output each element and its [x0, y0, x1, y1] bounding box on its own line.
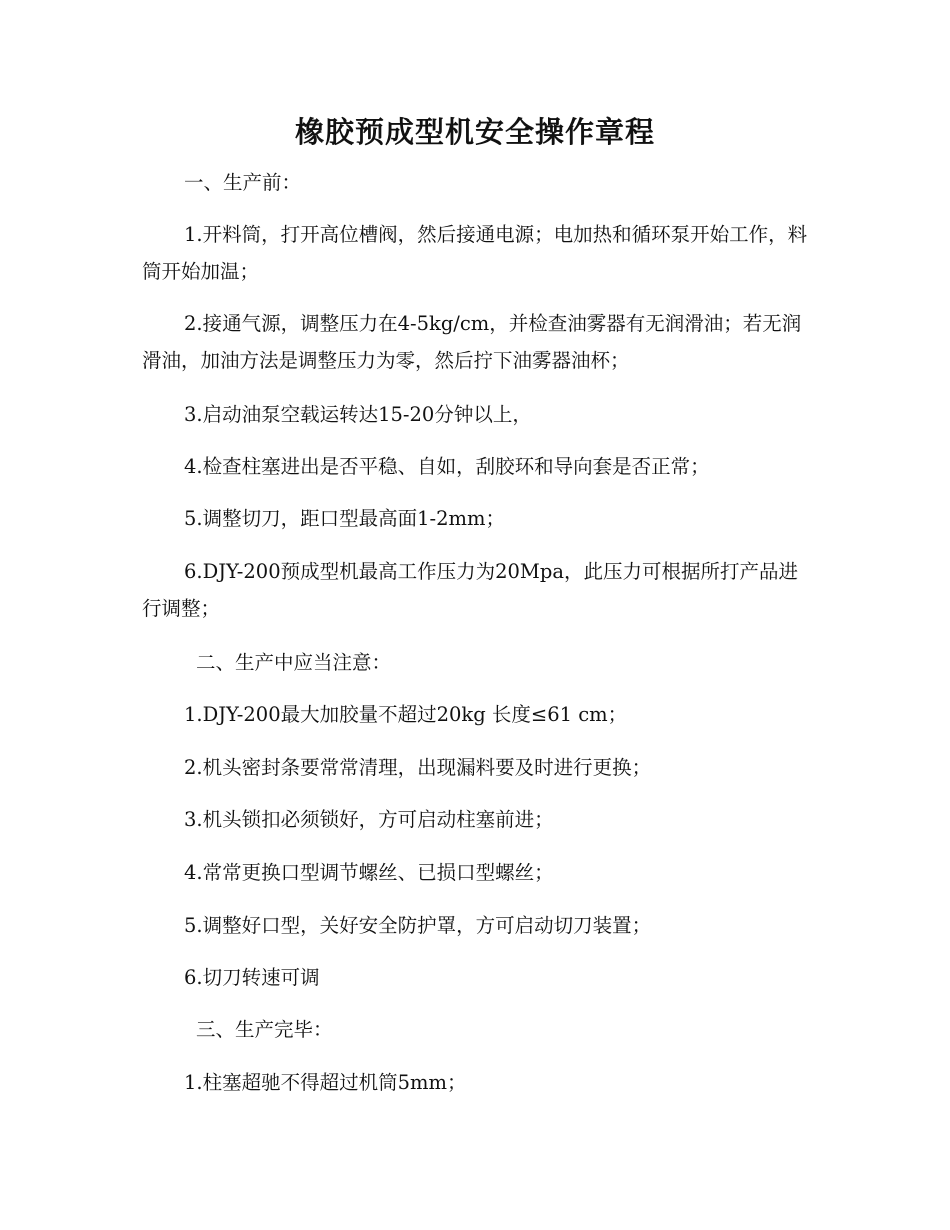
section-heading-before-production: 一、生产前： [184, 171, 302, 194]
paragraph-item: 1.柱塞超驰不得超过机筒5mm； [184, 1071, 467, 1094]
paragraph-item: 5.调整好口型，关好安全防护罩，方可启动切刀装置； [184, 914, 652, 937]
section-heading-after-production: 三、生产完毕： [196, 1018, 333, 1041]
paragraph-item: 1.DJY-200最大加胶量不超过20kg 长度≤61 cm； [184, 703, 628, 726]
paragraph-item: 4.检查柱塞进出是否平稳、自如，刮胶环和导向套是否正常； [184, 455, 710, 478]
paragraph-item: 2.接通气源，调整压力在4-5kg/cm，并检查油雾器有无润滑油；若无润滑油，加油方法是调整压力为零，然后拧下油雾器油杯； [142, 312, 802, 372]
paragraph-item: 1.开料筒，打开高位槽阀，然后接通电源；电加热和循环泵开始工作，料筒开始加温； [142, 223, 808, 283]
paragraph-item: 5.调整切刀，距口型最高面1-2mm； [184, 507, 505, 530]
paragraph-item: 3.机头锁扣必须锁好，方可启动柱塞前进； [184, 808, 554, 831]
paragraph-item: 6.DJY-200预成型机最高工作压力为20Mpa，此压力可根据所打产品进行调整； [142, 560, 798, 620]
paragraph-item: 6.切刀转速可调 [184, 966, 320, 989]
document-title: 橡胶预成型机安全操作章程 [294, 115, 655, 149]
paragraph-item: 3.启动油泵空载运转达15-20分钟以上， [184, 403, 532, 426]
paragraph-item: 2.机头密封条要常常清理，出现漏料要及时进行更换； [184, 756, 652, 779]
section-heading-during-production: 二、生产中应当注意： [196, 651, 392, 674]
paragraph-item: 4.常常更换口型调节螺丝、已损口型螺丝； [184, 861, 554, 884]
